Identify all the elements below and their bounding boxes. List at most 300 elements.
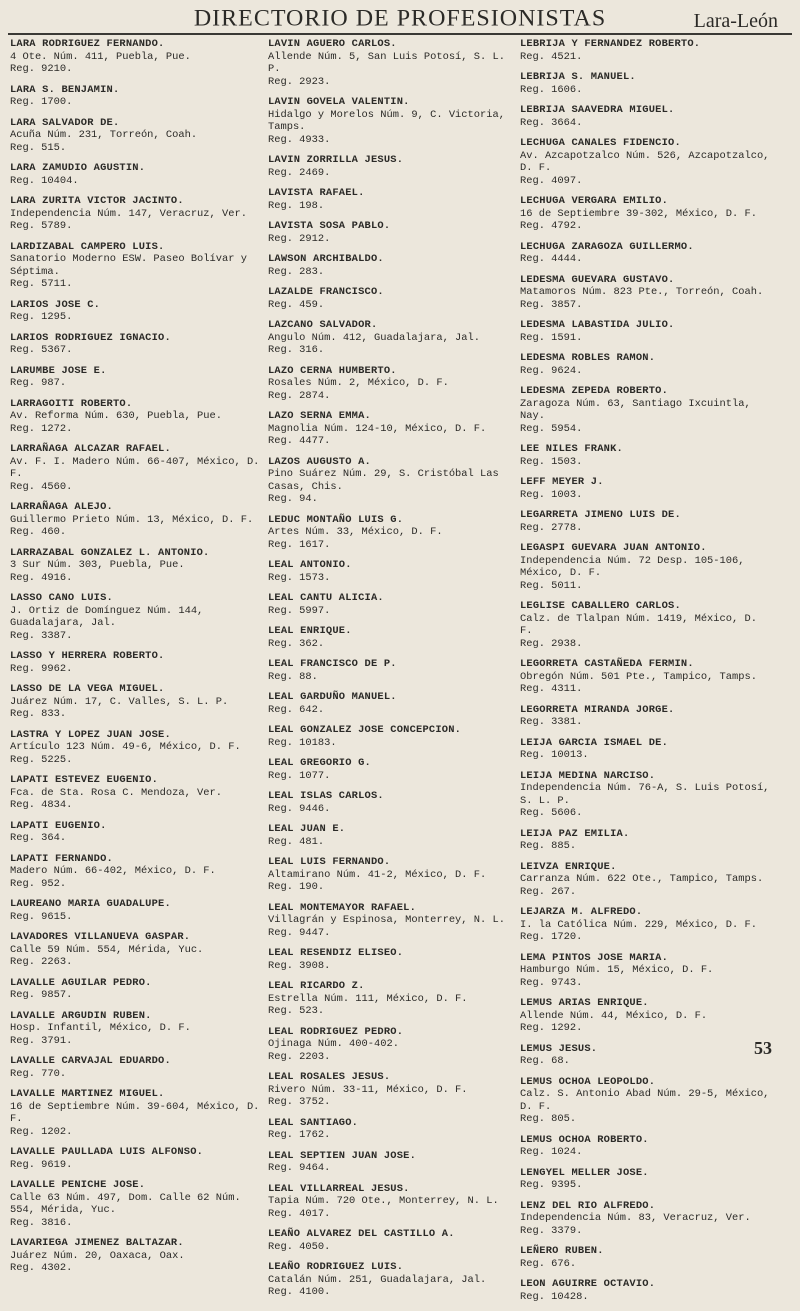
column-3 bbox=[520, 38, 770, 1311]
entry-registration: Reg. 770. bbox=[10, 1067, 67, 1080]
entry-registration: Reg. 4444. bbox=[520, 253, 583, 265]
directory-entry bbox=[10, 443, 260, 493]
entry-registration: Reg. 9857. bbox=[10, 989, 73, 1001]
entry-registration: Reg. 676. bbox=[520, 1257, 577, 1270]
entry-name: LEDUC MONTAÑO LUIS G. bbox=[268, 513, 404, 526]
directory-entry bbox=[520, 476, 770, 501]
directory-entry bbox=[520, 385, 770, 435]
entry-registration: Reg. 4560. bbox=[10, 480, 73, 493]
entry-registration: Reg. 523. bbox=[268, 1005, 325, 1017]
entry-registration: Reg. 4933. bbox=[268, 133, 331, 146]
entry-name: LAVARIEGA JIMENEZ BALTAZAR. bbox=[10, 1237, 184, 1249]
directory-entry bbox=[520, 1245, 770, 1270]
directory-entry bbox=[10, 683, 260, 721]
entry-name: LAVADORES VILLANUEVA GASPAR. bbox=[10, 931, 191, 943]
entry-address: Carranza Núm. 622 Ote., Tampico, Tamps. bbox=[520, 873, 764, 885]
entry-address: Juárez Núm. 20, Oaxaca, Oax. bbox=[10, 1249, 185, 1262]
entry-name: LAVALLE ARGUDIN RUBEN. bbox=[10, 1009, 152, 1022]
entry-address: Calz. de Tlalpan Núm. 1419, México, D. F. bbox=[520, 612, 757, 637]
entry-registration: Reg. 9619. bbox=[10, 1158, 73, 1171]
directory-entry bbox=[520, 1076, 770, 1126]
entry-address: I. la Católica Núm. 229, México, D. F. bbox=[520, 918, 757, 931]
directory-entry bbox=[10, 162, 260, 187]
entry-registration: Reg. 460. bbox=[10, 526, 67, 538]
entry-registration: Reg. 190. bbox=[268, 881, 325, 893]
entry-registration: Reg. 3908. bbox=[268, 959, 331, 972]
entry-name: LARDIZABAL CAMPERO LUIS. bbox=[10, 240, 165, 253]
entry-name: LEAL VILLARREAL JESUS. bbox=[268, 1182, 410, 1195]
entry-name: LAVALLE AGUILAR PEDRO. bbox=[10, 976, 152, 989]
directory-entry bbox=[520, 443, 770, 468]
directory-entry bbox=[268, 757, 518, 782]
directory-entry bbox=[268, 559, 518, 584]
entry-name: LAZOS AUGUSTO A. bbox=[268, 455, 371, 468]
entry-name: LEGASPI GUEVARA JUAN ANTONIO. bbox=[520, 542, 707, 554]
directory-entry bbox=[10, 117, 260, 155]
entry-registration: Reg. 3379. bbox=[520, 1224, 583, 1237]
directory-entry bbox=[268, 319, 518, 357]
entry-name: LEIJA PAZ EMILIA. bbox=[520, 827, 630, 840]
entry-registration: Reg. 3816. bbox=[10, 1216, 73, 1229]
directory-entry bbox=[520, 274, 770, 312]
entry-address: Obregón Núm. 501 Pte., Tampico, Tamps. bbox=[520, 670, 757, 683]
directory-entry bbox=[268, 365, 518, 403]
entry-registration: Reg. 1591. bbox=[520, 331, 583, 344]
directory-entry bbox=[268, 790, 518, 815]
entry-address: Altamirano Núm. 41-2, México, D. F. bbox=[268, 868, 487, 881]
entry-address: Zaragoza Núm. 63, Santiago Ixcuintla, Nay. bbox=[520, 397, 751, 422]
directory-entry bbox=[268, 187, 518, 212]
entry-name: LEAL RESENDIZ ELISEO. bbox=[268, 947, 404, 959]
entry-name: LAVIN AGUERO CARLOS. bbox=[268, 38, 397, 50]
directory-entry bbox=[520, 71, 770, 96]
entry-address: Fca. de Sta. Rosa C. Mendoza, Ver. bbox=[10, 786, 223, 799]
entry-registration: Reg. 4050. bbox=[268, 1240, 331, 1253]
entry-name: LAZALDE FRANCISCO. bbox=[268, 286, 384, 298]
entry-registration: Reg. 9395. bbox=[520, 1179, 583, 1191]
entry-name: LEIJA GARCIA ISMAEL DE. bbox=[520, 736, 669, 749]
entry-registration: Reg. 1503. bbox=[520, 455, 583, 468]
entry-address: Allende Núm. 5, San Luis Potosí, S. L. P. bbox=[268, 50, 505, 75]
entry-name: LEMUS OCHOA LEOPOLDO. bbox=[520, 1075, 656, 1088]
entry-address: Pino Suárez Núm. 29, S. Cristóbal Las Casas, Chis. bbox=[268, 468, 499, 493]
entry-registration: Reg. 10183. bbox=[268, 736, 337, 749]
directory-entry bbox=[520, 658, 770, 696]
entry-registration: Reg. 1762. bbox=[268, 1129, 331, 1141]
entry-name: LEDESMA ROBLES RAMON. bbox=[520, 352, 656, 364]
entry-address: Artes Núm. 33, México, D. F. bbox=[268, 526, 443, 538]
entry-registration: Reg. 1606. bbox=[520, 83, 583, 96]
entry-registration: Reg. 4477. bbox=[268, 435, 331, 447]
entry-name: LECHUGA ZARAGOZA GUILLERMO. bbox=[520, 240, 694, 253]
directory-entry bbox=[268, 980, 518, 1018]
entry-registration: Reg. 5997. bbox=[268, 604, 331, 617]
entry-registration: Reg. 4302. bbox=[10, 1262, 73, 1274]
entry-address: Hidalgo y Morelos Núm. 9, C. Victoria, Tamps. bbox=[268, 108, 505, 133]
directory-entry bbox=[10, 365, 260, 390]
entry-registration: Reg. 1024. bbox=[520, 1146, 583, 1158]
entry-registration: Reg. 9464. bbox=[268, 1162, 331, 1174]
entry-registration: Reg. 1720. bbox=[520, 931, 583, 943]
directory-entry bbox=[520, 319, 770, 344]
entry-address: Independencia Núm. 76-A, S. Luis Potosí, S. L. P. bbox=[520, 782, 770, 807]
entry-registration: Reg. 316. bbox=[268, 344, 325, 356]
entry-address: Matamoros Núm. 823 Pte., Torreón, Coah. bbox=[520, 286, 764, 298]
directory-entry bbox=[10, 398, 260, 436]
entry-name: LEAL SANTIAGO. bbox=[268, 1116, 359, 1129]
entry-name: LEGLISE CABALLERO CARLOS. bbox=[520, 600, 681, 612]
directory-entry bbox=[268, 947, 518, 972]
entry-registration: Reg. 1700. bbox=[10, 96, 73, 108]
entry-address: Magnolia Núm. 124-10, México, D. F. bbox=[268, 422, 487, 435]
entry-registration: Reg. 1295. bbox=[10, 311, 73, 323]
entry-address: 16 de Septiembre Núm. 39-604, México, D. F. bbox=[10, 1100, 260, 1125]
entry-name: LASTRA Y LOPEZ JUAN JOSE. bbox=[10, 728, 171, 741]
entry-address: Hosp. Infantil, México, D. F. bbox=[10, 1022, 191, 1034]
entry-name: LEAL CANTU ALICIA. bbox=[268, 592, 384, 604]
entry-address: Catalán Núm. 251, Guadalajara, Jal. bbox=[268, 1273, 487, 1286]
directory-entry bbox=[268, 38, 518, 88]
entry-name: LEAL ANTONIO. bbox=[268, 559, 352, 571]
entry-registration: Reg. 9624. bbox=[520, 364, 583, 377]
entry-name: LEBRIJA S. MANUEL. bbox=[520, 71, 636, 83]
entry-registration: Reg. 481. bbox=[268, 835, 325, 848]
entry-name: LEAL GARDUÑO MANUEL. bbox=[268, 691, 397, 703]
entry-name: LEMA PINTOS JOSE MARIA. bbox=[520, 951, 669, 964]
directory-entry bbox=[268, 1026, 518, 1064]
entry-name: LARIOS JOSE C. bbox=[10, 298, 101, 311]
entry-registration: Reg. 5367. bbox=[10, 344, 73, 356]
directory-entry bbox=[10, 650, 260, 675]
directory-entry bbox=[520, 352, 770, 377]
entry-name: LEGORRETA CASTAÑEDA FERMIN. bbox=[520, 658, 694, 670]
entry-registration: Reg. 5711. bbox=[10, 278, 73, 290]
entry-name: LEFF MEYER J. bbox=[520, 476, 604, 488]
directory-entry bbox=[520, 38, 770, 63]
directory-entry bbox=[520, 906, 770, 944]
directory-entry bbox=[520, 770, 770, 820]
entry-name: LARRAÑAGA ALEJO. bbox=[10, 501, 113, 513]
directory-entry bbox=[268, 456, 518, 506]
entry-name: LEE NILES FRANK. bbox=[520, 443, 623, 455]
directory-entry bbox=[268, 1117, 518, 1142]
entry-name: LARRAGOITI ROBERTO. bbox=[10, 397, 133, 410]
directory-entry bbox=[10, 977, 260, 1002]
entry-name: LARRAZABAL GONZALEZ L. ANTONIO. bbox=[10, 546, 210, 559]
entry-name: LEJARZA M. ALFREDO. bbox=[520, 906, 643, 918]
entry-registration: Reg. 4097. bbox=[520, 174, 583, 187]
entry-name: LEDESMA GUEVARA GUSTAVO. bbox=[520, 273, 675, 286]
column-2 bbox=[268, 38, 518, 1307]
entry-address: Independencia Núm. 72 Desp. 105-106, México, D. F. bbox=[520, 554, 745, 579]
entry-name: LEAL ISLAS CARLOS. bbox=[268, 790, 384, 802]
entry-registration: Reg. 9447. bbox=[268, 926, 331, 939]
entry-name: LEAL GREGORIO G. bbox=[268, 757, 371, 769]
entry-name: LEAL GONZALEZ JOSE CONCEPCION. bbox=[268, 724, 462, 736]
entry-name: LEAL ROSALES JESUS. bbox=[268, 1071, 391, 1083]
entry-registration: Reg. 5606. bbox=[520, 807, 583, 819]
entry-name: LEAL JUAN E. bbox=[268, 823, 346, 835]
entry-name: LASSO Y HERRERA ROBERTO. bbox=[10, 650, 165, 662]
entry-address: Av. Azcapotzalco Núm. 526, Azcapotzalco, D. F. bbox=[520, 149, 770, 174]
entry-name: LEÑERO RUBEN. bbox=[520, 1245, 604, 1257]
entry-registration: Reg. 362. bbox=[268, 637, 325, 650]
directory-entry bbox=[10, 195, 260, 233]
entry-registration: Reg. 833. bbox=[10, 708, 67, 720]
entry-registration: Reg. 3381. bbox=[520, 716, 583, 728]
directory-entry bbox=[268, 592, 518, 617]
directory-entry bbox=[10, 38, 260, 76]
entry-address: Calle 59 Núm. 554, Mérida, Yuc. bbox=[10, 943, 204, 956]
entry-name: LEAL RICARDO Z. bbox=[268, 980, 365, 992]
directory-entry bbox=[268, 220, 518, 245]
entry-name: LAVISTA SOSA PABLO. bbox=[268, 220, 391, 232]
directory-entry bbox=[520, 704, 770, 729]
entry-registration: Reg. 9743. bbox=[520, 976, 583, 989]
directory-entry bbox=[10, 931, 260, 969]
entry-registration: Reg. 1272. bbox=[10, 422, 73, 435]
entry-registration: Reg. 1573. bbox=[268, 571, 331, 584]
entry-name: LAPATI FERNANDO. bbox=[10, 852, 113, 865]
directory-entry bbox=[520, 542, 770, 592]
entry-registration: Reg. 4792. bbox=[520, 220, 583, 232]
directory-entry bbox=[268, 1228, 518, 1253]
entry-address: Calle 63 Núm. 497, Dom. Calle 62 Núm. 554, Mérida, Yuc. bbox=[10, 1191, 241, 1216]
directory-entry bbox=[268, 154, 518, 179]
directory-entry bbox=[268, 253, 518, 278]
directory-entry bbox=[520, 861, 770, 899]
entry-registration: Reg. 1003. bbox=[520, 488, 583, 501]
entry-registration: Reg. 9962. bbox=[10, 662, 73, 675]
entry-registration: Reg. 952. bbox=[10, 877, 67, 890]
directory-entry bbox=[268, 902, 518, 940]
entry-registration: Reg. 1202. bbox=[10, 1125, 73, 1138]
entry-name: LAUREANO MARIA GUADALUPE. bbox=[10, 898, 171, 910]
entry-address: Acuña Núm. 231, Torreón, Coah. bbox=[10, 129, 198, 141]
directory-entry bbox=[10, 853, 260, 891]
section-range: Lara-León bbox=[693, 10, 778, 32]
entry-registration: Reg. 94. bbox=[268, 493, 318, 505]
header-rule bbox=[8, 33, 792, 35]
directory-entry bbox=[10, 898, 260, 923]
directory-entry bbox=[520, 1278, 770, 1303]
entry-name: LEON AGUIRRE OCTAVIO. bbox=[520, 1278, 656, 1290]
directory-entry bbox=[10, 1237, 260, 1275]
entry-registration: Reg. 4916. bbox=[10, 571, 73, 584]
directory-entry bbox=[520, 952, 770, 990]
directory-entry bbox=[10, 1055, 260, 1080]
entry-registration: Reg. 1292. bbox=[520, 1022, 583, 1034]
entry-name: LAZO CERNA HUMBERTO. bbox=[268, 364, 397, 377]
entry-registration: Reg. 805. bbox=[520, 1113, 577, 1125]
entry-name: LAVIN GOVELA VALENTIN. bbox=[268, 96, 410, 108]
entry-name: LARA ZAMUDIO AGUSTIN. bbox=[10, 162, 146, 174]
entry-registration: Reg. 4834. bbox=[10, 799, 73, 811]
entry-name: LAPATI EUGENIO. bbox=[10, 819, 107, 832]
entry-registration: Reg. 1077. bbox=[268, 769, 331, 782]
entry-name: LARA SALVADOR DE. bbox=[10, 116, 120, 129]
entry-address: Ojinaga Núm. 400-402. bbox=[268, 1038, 399, 1050]
entry-address: Av. Reforma Núm. 630, Puebla, Pue. bbox=[10, 410, 223, 422]
entry-registration: Reg. 364. bbox=[10, 832, 67, 844]
entry-name: LARUMBE JOSE E. bbox=[10, 364, 107, 377]
entry-registration: Reg. 885. bbox=[520, 840, 577, 852]
entry-registration: Reg. 2778. bbox=[520, 521, 583, 534]
entry-registration: Reg. 283. bbox=[268, 265, 325, 278]
directory-entry bbox=[10, 299, 260, 324]
entry-name: LECHUGA VERGARA EMILIO. bbox=[520, 195, 669, 207]
entry-name: LENGYEL MELLER JOSE. bbox=[520, 1166, 649, 1179]
entry-address: Av. F. I. Madero Núm. 66-407, México, D. F. bbox=[10, 455, 260, 480]
entry-name: LASSO DE LA VEGA MIGUEL. bbox=[10, 683, 165, 695]
directory-entry bbox=[10, 84, 260, 109]
entry-registration: Reg. 2912. bbox=[268, 232, 331, 245]
entry-name: LAZCANO SALVADOR. bbox=[268, 319, 378, 331]
entry-address: 16 de Septiembre 39-302, México, D. F. bbox=[520, 207, 757, 220]
entry-address: Calz. S. Antonio Abad Núm. 29-5, México, D. F. bbox=[520, 1088, 770, 1113]
directory-entry bbox=[268, 823, 518, 848]
directory-entry bbox=[268, 514, 518, 552]
entry-registration: Reg. 2874. bbox=[268, 389, 331, 402]
entry-name: LARIOS RODRIGUEZ IGNACIO. bbox=[10, 331, 171, 344]
entry-name: LAVALLE MARTINEZ MIGUEL. bbox=[10, 1088, 165, 1100]
entry-name: LEAL FRANCISCO DE P. bbox=[268, 658, 397, 670]
entry-registration: Reg. 1617. bbox=[268, 538, 331, 551]
directory-entry bbox=[268, 1071, 518, 1109]
entry-registration: Reg. 5789. bbox=[10, 220, 73, 232]
entry-name: LARA S. BENJAMIN. bbox=[10, 83, 120, 96]
entry-address: Rivero Núm. 33-11, México, D. F. bbox=[268, 1083, 468, 1096]
directory-entry bbox=[268, 1183, 518, 1221]
entry-registration: Reg. 987. bbox=[10, 377, 67, 389]
page-number: 53 bbox=[754, 1038, 772, 1058]
directory-entry bbox=[268, 410, 518, 448]
entry-registration: Reg. 267. bbox=[520, 885, 577, 898]
entry-name: LAPATI ESTEVEZ EUGENIO. bbox=[10, 774, 159, 786]
entry-registration: Reg. 3664. bbox=[520, 116, 583, 129]
directory-entry bbox=[10, 592, 260, 642]
directory-entry bbox=[268, 724, 518, 749]
directory-entry bbox=[10, 501, 260, 539]
directory-entry bbox=[10, 1088, 260, 1138]
directory-entry bbox=[10, 241, 260, 291]
entry-registration: Reg. 515. bbox=[10, 141, 67, 154]
entry-name: LEDESMA LABASTIDA JULIO. bbox=[520, 319, 675, 331]
directory-entry bbox=[520, 828, 770, 853]
entry-address: Sanatorio Moderno ESW. Paseo Bolívar y Séptima. bbox=[10, 253, 247, 278]
directory-entry bbox=[520, 241, 770, 266]
directory-entry bbox=[268, 691, 518, 716]
directory-entry bbox=[520, 1043, 770, 1068]
directory-entry bbox=[10, 332, 260, 357]
page-title: DIRECTORIO DE PROFESIONISTAS bbox=[193, 6, 607, 32]
page-header bbox=[0, 6, 800, 36]
entry-address: Artículo 123 Núm. 49-6, México, D. F. bbox=[10, 741, 241, 753]
entry-address: 3 Sur Núm. 303, Puebla, Pue. bbox=[10, 559, 185, 571]
directory-entry bbox=[10, 1146, 260, 1171]
entry-registration: Reg. 2263. bbox=[10, 956, 73, 968]
entry-name: LEAL LUIS FERNANDO. bbox=[268, 856, 391, 868]
entry-registration: Reg. 4017. bbox=[268, 1207, 331, 1220]
entry-address: Tapia Núm. 720 Ote., Monterrey, N. L. bbox=[268, 1195, 499, 1207]
entry-address: Angulo Núm. 412, Guadalajara, Jal. bbox=[268, 331, 481, 344]
column-1 bbox=[10, 38, 260, 1283]
entry-address: Juárez Núm. 17, C. Valles, S. L. P. bbox=[10, 695, 229, 708]
entry-registration: Reg. 4100. bbox=[268, 1286, 331, 1298]
entry-address: Guillermo Prieto Núm. 13, México, D. F. bbox=[10, 513, 254, 526]
entry-address: Allende Núm. 44, México, D. F. bbox=[520, 1009, 708, 1022]
directory-entry bbox=[520, 600, 770, 650]
directory-entry bbox=[520, 997, 770, 1035]
entry-name: LARRAÑAGA ALCAZAR RAFAEL. bbox=[10, 443, 171, 455]
directory-entry bbox=[520, 1134, 770, 1159]
entry-name: LAWSON ARCHIBALDO. bbox=[268, 253, 384, 265]
entry-registration: Reg. 3752. bbox=[268, 1096, 331, 1108]
entry-registration: Reg. 3857. bbox=[520, 298, 583, 311]
entry-name: LAVIN ZORRILLA JESUS. bbox=[268, 154, 404, 166]
entry-address: Madero Núm. 66-402, México, D. F. bbox=[10, 865, 216, 877]
entry-registration: Reg. 459. bbox=[268, 298, 325, 311]
directory-entry bbox=[10, 547, 260, 585]
entry-registration: Reg. 10404. bbox=[10, 174, 79, 187]
entry-address: Rosales Núm. 2, México, D. F. bbox=[268, 377, 449, 389]
entry-registration: Reg. 5954. bbox=[520, 422, 583, 435]
directory-entry bbox=[520, 509, 770, 534]
entry-address: Independencia Núm. 147, Veracruz, Ver. bbox=[10, 207, 247, 220]
entry-registration: Reg. 2203. bbox=[268, 1050, 331, 1063]
entry-registration: Reg. 68. bbox=[520, 1055, 570, 1067]
entry-name: LEAÑO RODRIGUEZ LUIS. bbox=[268, 1261, 404, 1273]
entry-registration: Reg. 88. bbox=[268, 670, 318, 683]
directory-entry bbox=[10, 729, 260, 767]
directory-entry bbox=[268, 856, 518, 894]
entry-registration: Reg. 9446. bbox=[268, 802, 331, 815]
entry-name: LAVALLE CARVAJAL EDUARDO. bbox=[10, 1055, 171, 1067]
directory-entry bbox=[520, 737, 770, 762]
entry-name: LEBRIJA Y FERNANDEZ ROBERTO. bbox=[520, 38, 701, 50]
entry-address: Hamburgo Núm. 15, México, D. F. bbox=[520, 964, 714, 976]
entry-name: LEIVZA ENRIQUE. bbox=[520, 860, 617, 873]
entry-registration: Reg. 3791. bbox=[10, 1034, 73, 1047]
entry-registration: Reg. 3387. bbox=[10, 629, 73, 642]
entry-name: LASSO CANO LUIS. bbox=[10, 592, 113, 604]
entry-name: LEAL RODRIGUEZ PEDRO. bbox=[268, 1025, 404, 1038]
entry-address: Estrella Núm. 111, México, D. F. bbox=[268, 992, 468, 1005]
entry-name: LEGARRETA JIMENO LUIS DE. bbox=[520, 509, 681, 521]
directory-entry bbox=[520, 1200, 770, 1238]
entry-name: LEGORRETA MIRANDA JORGE. bbox=[520, 703, 675, 716]
directory-entry bbox=[10, 820, 260, 845]
directory-entry bbox=[520, 1167, 770, 1192]
entry-name: LAVISTA RAFAEL. bbox=[268, 187, 365, 199]
entry-name: LEDESMA ZEPEDA ROBERTO. bbox=[520, 385, 669, 397]
entry-name: LARA ZURITA VICTOR JACINTO. bbox=[10, 195, 184, 207]
entry-name: LEIJA MEDINA NARCISO. bbox=[520, 769, 656, 782]
directory-entry bbox=[268, 658, 518, 683]
entry-name: LAVALLE PENICHE JOSE. bbox=[10, 1179, 146, 1191]
entry-registration: Reg. 10428. bbox=[520, 1290, 589, 1303]
entry-registration: Reg. 198. bbox=[268, 199, 325, 212]
entry-registration: Reg. 642. bbox=[268, 703, 325, 716]
entry-name: LEAL MONTEMAYOR RAFAEL. bbox=[268, 901, 417, 914]
entry-name: LEMUS ARIAS ENRIQUE. bbox=[520, 997, 649, 1009]
entry-address: Villagrán y Espinosa, Monterrey, N. L. bbox=[268, 914, 505, 926]
entry-registration: Reg. 9615. bbox=[10, 910, 73, 923]
entry-name: LEAL SEPTIEN JUAN JOSE. bbox=[268, 1149, 417, 1162]
entry-name: LEBRIJA SAAVEDRA MIGUEL. bbox=[520, 104, 675, 116]
directory-entry bbox=[268, 1261, 518, 1299]
entry-address: 4 Ote. Núm. 411, Puebla, Pue. bbox=[10, 50, 191, 63]
